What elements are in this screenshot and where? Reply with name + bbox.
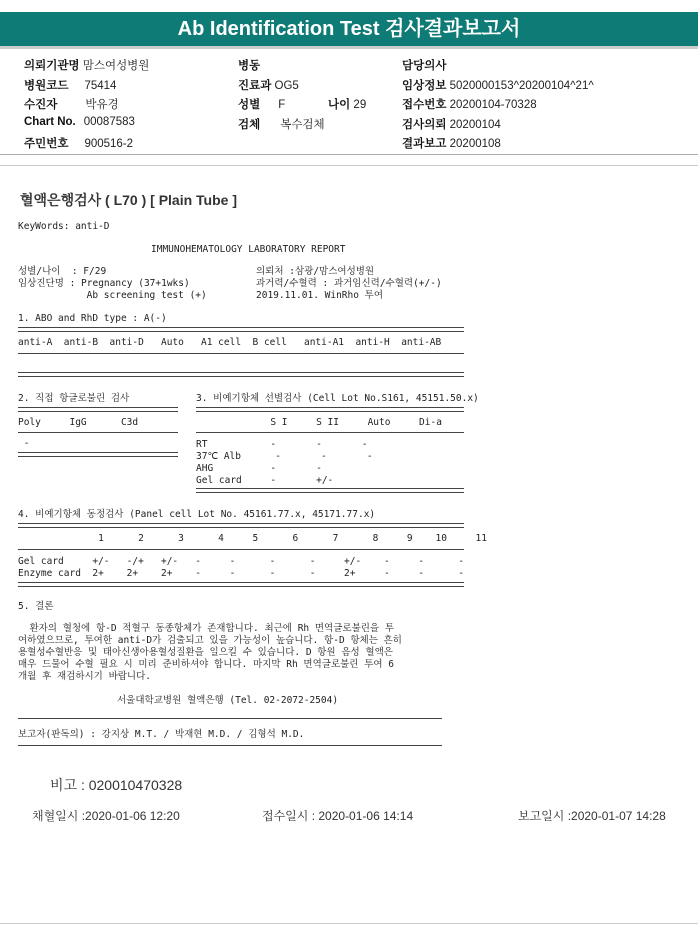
clinical-row — [402, 77, 594, 93]
conclusion-line: 환자의 혈청에 항-D 적혈구 동종항체가 존재합니다. 최근에 Rh 면역글로불린을 투 — [18, 623, 394, 634]
hospital-code-value: 75414 — [84, 80, 117, 92]
clinical-label: 임상정보 — [402, 80, 447, 92]
chart-row — [24, 116, 135, 128]
screening-line: Ab screening test (+) — [18, 290, 207, 301]
panel-rule-mid — [18, 549, 464, 550]
hospital-code-row — [24, 77, 116, 93]
ias-row-rt: RT - - - — [196, 439, 368, 450]
dept-value: OG5 — [274, 80, 299, 92]
ias-row-gel: Gel card - +/- — [196, 475, 334, 486]
specimen-row — [238, 116, 325, 132]
result-value: 20200108 — [449, 138, 501, 150]
panel-row-enzyme: Enzyme card 2+ 2+ 2+ - - - - 2+ - - - — [18, 568, 465, 579]
recipient-value: 박유경 — [85, 99, 119, 111]
dat-rule-mid — [18, 432, 178, 433]
ias-row-alb: 37℃ Alb - - - — [196, 451, 373, 462]
recipient-row — [24, 96, 119, 112]
divider-top-2 — [0, 165, 698, 166]
age-row — [328, 96, 366, 112]
resident-label: 주민번호 — [24, 138, 69, 150]
conclusion-line: 용혈성수혈반응 및 태아신생아용혈성질환을 일으킬 수 있습니다. D 항원 음성 혈액은 — [18, 647, 393, 658]
hospital-line: 서울대학교병원 혈액은행 (Tel. 02-2072-2504) — [117, 695, 339, 706]
specimen-value: 복수검체 — [280, 119, 325, 131]
ias-rule-bottom — [196, 488, 464, 493]
abo-rule-bottom — [18, 372, 464, 377]
conclusion-line: 개월 후 재검하시기 바랍니다. — [18, 671, 152, 682]
ias-row-ahg: AHG - - — [196, 463, 322, 474]
divider-bottom — [0, 923, 698, 924]
reporter-rule-top — [18, 718, 442, 719]
panel-title: 4. 비예기항체 동정검사 (Panel cell Lot No. 45161.77.x, 45171.77.x) — [18, 509, 376, 520]
dat-title: 2. 직접 항글로불린 검사 — [18, 393, 130, 404]
ias-rule-top — [196, 407, 464, 412]
abo-rule-top — [18, 327, 464, 332]
dat-rule-bottom — [18, 452, 178, 457]
age-value: 29 — [353, 99, 367, 111]
dat-header: Poly IgG C3d — [18, 417, 139, 428]
collected-time: 채혈일시 :2020-01-06 12:20 — [32, 809, 180, 823]
institution-row — [24, 57, 149, 73]
sex-age-line: 성별/나이 : F/29 — [18, 266, 107, 277]
ias-title: 3. 비예기항체 선별검사 (Cell Lot No.S161, 45151.50.x) — [196, 393, 479, 404]
abo-header: anti-A anti-B anti-D Auto A1 cell B cell anti-A1 anti-H anti-AB — [18, 337, 442, 348]
dept-label: 진료과 — [238, 80, 272, 92]
dat-row: - — [18, 438, 30, 449]
lab-title: IMMUNOHEMATOLOGY LABORATORY REPORT — [151, 244, 346, 255]
request-row — [402, 116, 501, 132]
resident-row — [24, 135, 133, 151]
note: 비고 : 020010470328 — [50, 777, 183, 793]
conclusion-line: 여하였으므로, 투여한 anti-D가 검출되고 있을 가능성이 높습니다. 항-D 항체는 흔히 — [18, 635, 402, 646]
resident-value: 900516-2 — [84, 138, 134, 150]
institution-label: 의뢰기관명 — [24, 60, 80, 72]
result-row — [402, 135, 501, 151]
reporter-line: 보고자(판독의) : 강지상 M.T. / 박재현 M.D. / 김형석 M.D. — [18, 729, 305, 740]
chart-value: 00087583 — [83, 116, 135, 128]
panel-rule-bottom — [18, 582, 464, 587]
reported-time: 보고일시 :2020-01-07 14:28 — [518, 809, 666, 823]
conclusion-title: 5. 결론 — [18, 601, 54, 612]
keywords: KeyWords: anti-D — [18, 221, 110, 232]
dept-row — [238, 77, 299, 93]
ias-rule-mid — [196, 432, 464, 433]
doctor-row — [402, 57, 446, 73]
clinical-value: 5020000153^20200104^21^ — [449, 80, 594, 92]
panel-row-gel: Gel card +/- -/+ +/- - - - - +/- - - - — [18, 556, 465, 567]
report-title: Ab Identification Test 검사결과보고서 — [0, 12, 698, 49]
sex-row — [238, 96, 285, 112]
specimen-label: 검체 — [238, 119, 261, 131]
referral-line: 의뢰처 :삼광/맘스여성병원 — [256, 266, 375, 277]
sex-value: F — [278, 99, 286, 111]
request-label: 검사의뢰 — [402, 119, 447, 131]
diagnosis-line: 임상진단명 : Pregnancy (37+1wks) — [18, 278, 190, 289]
request-value: 20200104 — [449, 119, 501, 131]
chart-label: Chart No. — [24, 116, 76, 128]
ward-row — [238, 57, 260, 73]
receipt-value: 20200104-70328 — [449, 99, 537, 111]
ward-label: 병동 — [238, 60, 261, 72]
receipt-row — [402, 96, 537, 112]
divider-top — [0, 154, 698, 155]
sex-label: 성별 — [238, 99, 261, 111]
history-line: 과거력/수혈력 : 과거임신력/수혈력(+/-) — [256, 278, 442, 289]
winrho-line: 2019.11.01. WinRho 투여 — [256, 290, 384, 301]
receipt-label: 접수번호 — [402, 99, 447, 111]
ias-header: S I S II Auto Di-a — [196, 417, 442, 428]
abo-rule-mid — [18, 353, 464, 354]
result-label: 결과보고 — [402, 138, 447, 150]
section-title: 혈액은행검사 ( L70 ) [ Plain Tube ] — [20, 192, 238, 208]
dat-rule-top — [18, 407, 178, 412]
panel-rule-top — [18, 523, 464, 528]
conclusion-line: 매우 드물어 수혈 필요 시 미리 준비하셔야 합니다. 마지막 Rh 면역글로불린 투여 6 — [18, 659, 394, 670]
received-time: 접수일시 : 2020-01-06 14:14 — [262, 809, 414, 823]
institution-value: 맘스여성병원 — [82, 60, 150, 72]
doctor-label: 담당의사 — [402, 60, 447, 72]
recipient-label: 수진자 — [24, 99, 58, 111]
panel-header: 1 2 3 4 5 6 7 8 9 10 11 — [18, 533, 487, 544]
hospital-code-label: 병원코드 — [24, 80, 69, 92]
reporter-rule-bottom — [18, 745, 442, 746]
age-label: 나이 — [328, 99, 351, 111]
abo-title: 1. ABO and RhD type : A(-) — [18, 313, 167, 324]
